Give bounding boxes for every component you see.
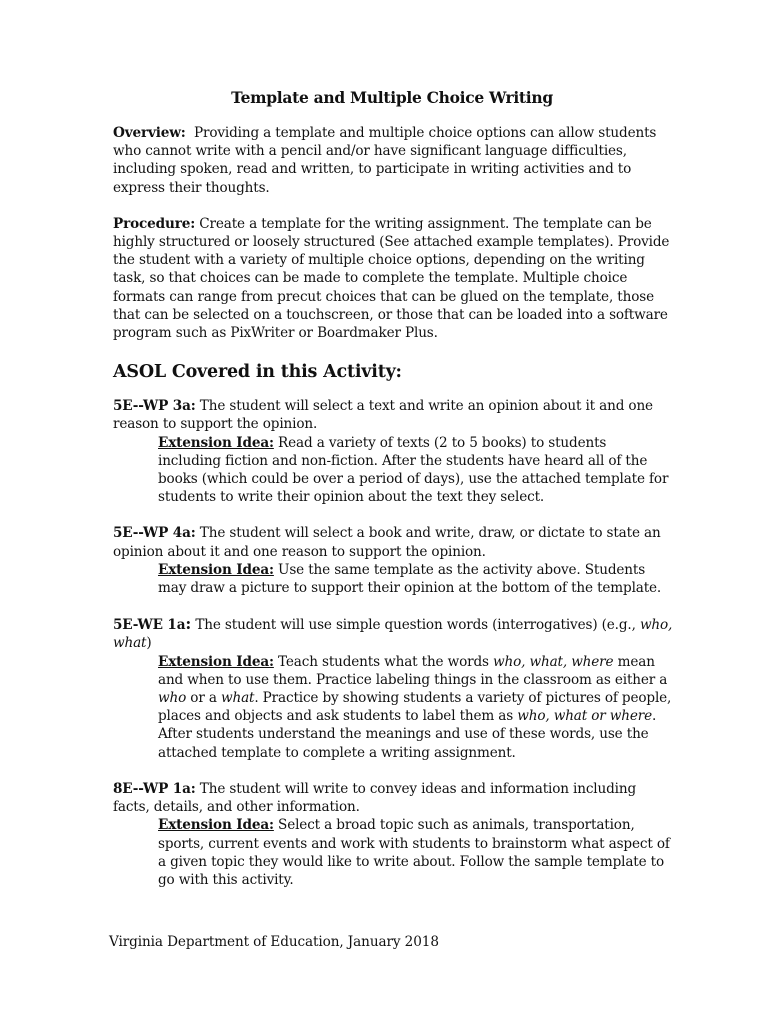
overview-text: Providing a template and multiple choice options can allow students who cannot write with a pencil and/or have significant language difficulties, including spoken, read and written, to participate in writing activities and to express their thoughts. (113, 125, 657, 196)
extension-idea (158, 434, 673, 507)
page-footer: Virginia Department of Education, January 2018 (109, 934, 439, 950)
extension-idea (158, 561, 673, 597)
asol-item (113, 397, 673, 506)
extension-text: Use the same template as the activity above. Students may draw a picture to support their opinion at the bottom of the template. (158, 561, 662, 597)
extension-text: Select a broad topic such as animals, transportation, sports, current events and work with students to brainstorm what aspect of a given topic they would like to write about. Follow the sample template to go with this activity. (158, 817, 670, 888)
procedure-text: Create a template for the writing assignment. The template can be highly structured or loosely structured (See attached example templates). Provide the student with a variety of multiple choice options, depending on the writing task, so that choices can be made to complete the template. Multiple choice formats can range from precut choices that can be glued on the template, those that can be selected on a touchscreen, or those that can be loaded into a software program such as PixWriter or Boardmaker Plus. (113, 215, 670, 342)
asol-standard (113, 615, 673, 652)
asol-item (113, 615, 673, 762)
overview-label: Overview: (113, 125, 186, 141)
document-body (113, 124, 673, 889)
extension-text-italic: what (220, 690, 255, 707)
extension-text-part: . Practice by showing students a variety of pictures of people, places and objects and ask students to label them as (158, 690, 672, 725)
page-title: Template and Multiple Choice Writing (231, 88, 553, 107)
asol-item (113, 780, 673, 889)
asol-description-end: ) (146, 635, 152, 652)
extension-idea (158, 653, 673, 762)
asol-description-italic: who, what (113, 617, 673, 652)
asol-standard (113, 780, 673, 816)
extension-idea (158, 816, 673, 889)
extension-text-italic: who (158, 690, 187, 707)
asol-description: The student will select a book and write, draw, or dictate to state an opinion about it and one reason to support the opinion. (113, 525, 661, 560)
procedure-paragraph (113, 215, 673, 342)
asol-heading: ASOL Covered in this Activity: (113, 362, 402, 383)
extension-text-italic: who, what, where (493, 653, 614, 670)
asol-code: 5E--WP 3a: (113, 398, 196, 415)
extension-text-part: . After students understand the meanings and use of these words, use the attached template to complete a writing assignment. (158, 708, 657, 761)
asol-description: The student will use simple question words (interrogatives) (e.g., (195, 617, 636, 634)
extension-label: Extension Idea: (158, 434, 274, 451)
extension-text-italic: who, what or where (517, 708, 653, 725)
extension-text-part: mean and when to use them. Practice labeling things in the classroom as either a (158, 653, 668, 688)
asol-description: The student will select a text and write an opinion about it and one reason to support the opinion. (113, 398, 653, 433)
extension-label: Extension Idea: (158, 653, 274, 670)
asol-code: 8E--WP 1a: (113, 780, 196, 797)
extension-label: Extension Idea: (158, 561, 274, 578)
extension-text: Read a variety of texts (2 to 5 books) to students including fiction and non-fiction. After the students have heard all of the books (which could be over a period of days), use the attached template for students to write their opinion about the text they select. (158, 434, 669, 506)
extension-text-part: or a (186, 690, 221, 707)
extension-label: Extension Idea: (158, 817, 274, 834)
asol-code-colon: : (185, 614, 192, 634)
procedure-label: Procedure: (113, 215, 196, 232)
asol-standard (113, 524, 673, 560)
overview-paragraph (113, 124, 673, 197)
asol-item (113, 524, 673, 597)
asol-code: 5E--WP 4a: (113, 525, 196, 542)
asol-description: The student will write to convey ideas and information including facts, details, and other information. (113, 780, 637, 816)
extension-text-part: Teach students what the words (278, 653, 494, 670)
asol-standard (113, 397, 673, 433)
asol-code: 5E-WE 1a (113, 617, 186, 634)
